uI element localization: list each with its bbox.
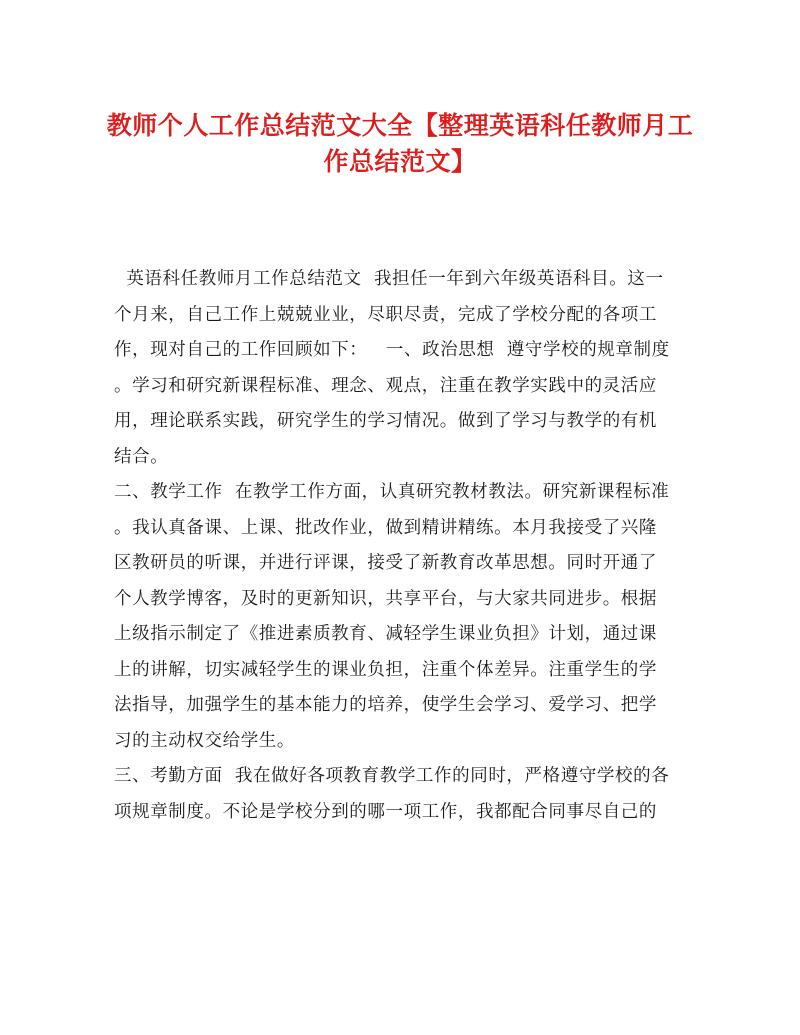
document-title: [100, 104, 700, 175]
document-body: [114, 262, 674, 830]
body-line-4: 。学习和研究新课程标准、理念、观点，注重在教学实践中的灵活应: [114, 375, 657, 396]
body-line-15: 三、考勤方面 我在做好各项教育教学工作的同时，严格遵守学校的各: [114, 766, 670, 786]
body-line-12: 上的讲解，切实减轻学生的课业负担，注重个体差异。注重学生的学: [114, 659, 657, 680]
body-line-9: 区教研员的听课，并进行评课，接受了新教育改革思想。同时开通了: [114, 553, 657, 573]
body-line-1: 英语科任教师月工作总结范文 我担任一年到六年级英语科目。这一: [114, 269, 664, 289]
title-line-1: 教师个人工作总结范文大全【整理英语科任教师月工: [106, 111, 694, 140]
body-line-7: 二、教学工作 在教学工作方面，认真研究教材教法。研究新课程标准: [114, 482, 670, 502]
body-line-3: 作，现对自己的工作回顾如下： 一、政治思想 遵守学校的规章制度: [114, 340, 670, 360]
body-line-16: 项规章制度。不论是学校分到的哪一项工作，我都配合同事尽自己的: [114, 801, 657, 822]
body-line-14: 习的主动权交给学生。: [114, 730, 295, 751]
body-line-5: 用，理论联系实践，研究学生的学习情况。做到了学习与教学的有机: [114, 411, 657, 431]
body-line-6: 结合。: [114, 446, 169, 467]
body-line-13: 法指导，加强学生的基本能力的培养，使学生会学习、爱学习、把学: [114, 695, 657, 715]
body-line-2: 个月来，自己工作上兢兢业业，尽职尽责，完成了学校分配的各项工: [114, 304, 657, 325]
body-line-11: 上级指示制定了《推进素质教育、减轻学生课业负担》计划，通过课: [114, 624, 657, 644]
body-line-10: 个人教学博客，及时的更新知识，共享平台，与大家共同进步。根据: [114, 588, 657, 609]
body-line-8: 。我认真备课、上课、批改作业，做到精讲精练。本月我接受了兴隆: [114, 517, 657, 538]
title-line-2: 作总结范文】: [323, 146, 477, 176]
